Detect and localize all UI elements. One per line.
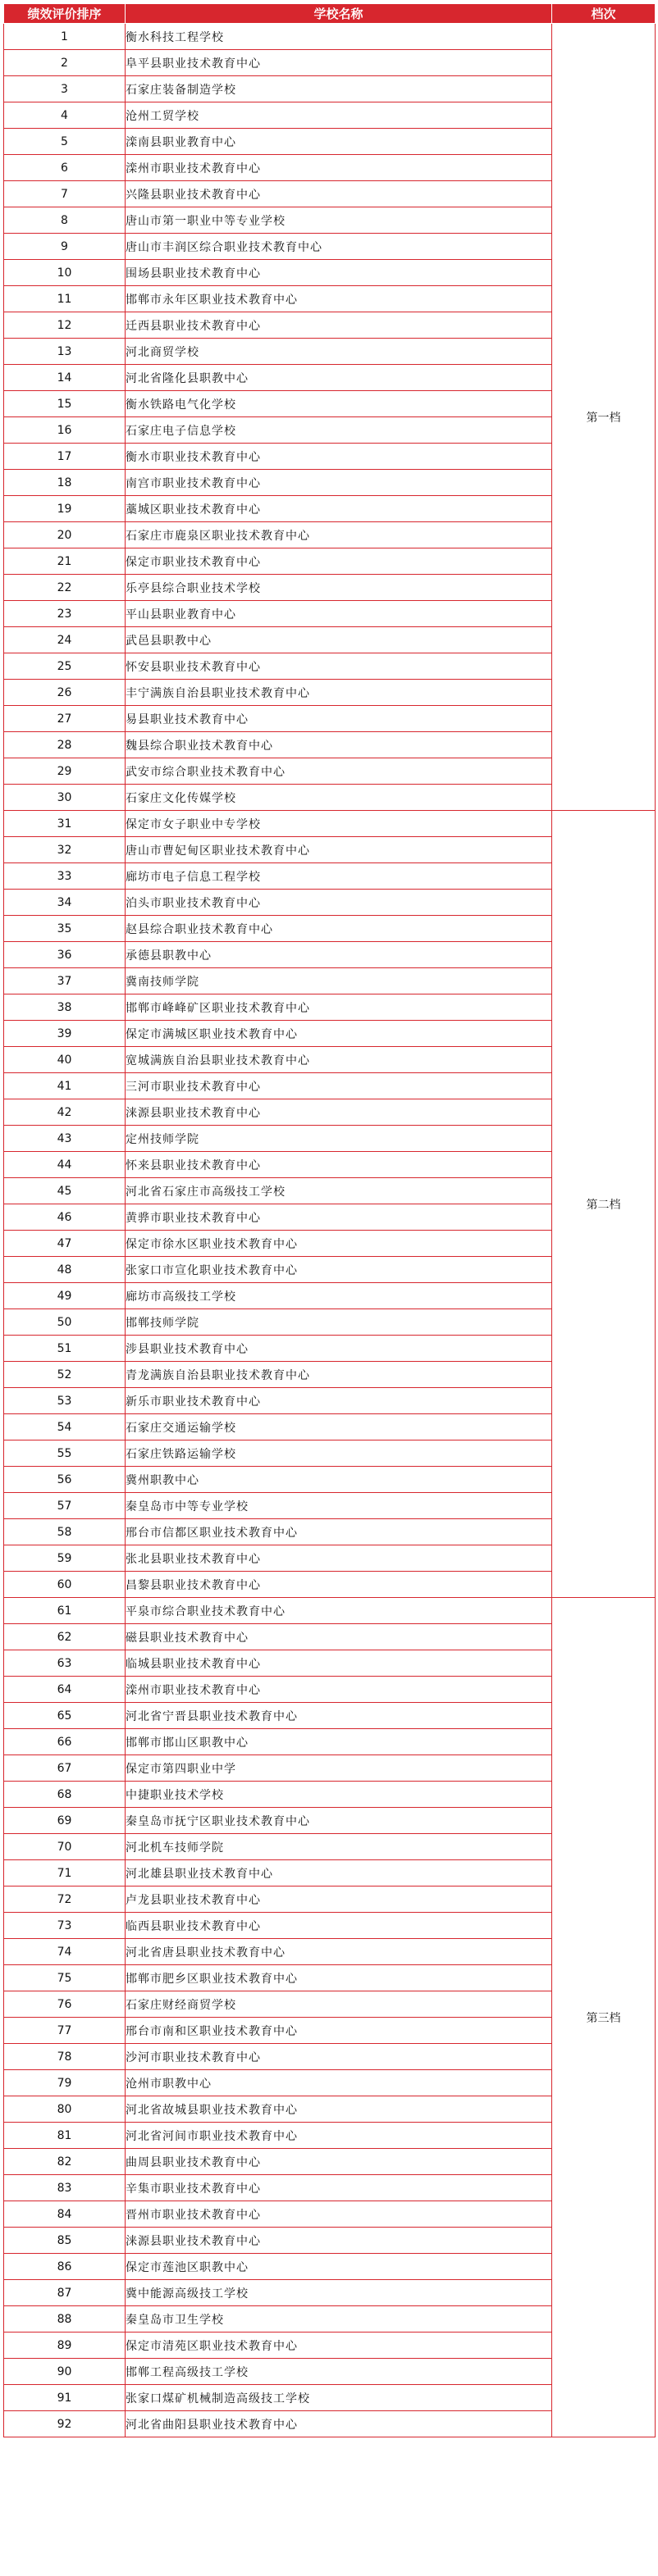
rank-cell: 88	[4, 2306, 126, 2333]
rank-cell: 12	[4, 312, 126, 339]
rank-cell: 21	[4, 548, 126, 575]
rank-cell: 73	[4, 1913, 126, 1939]
rank-cell: 34	[4, 890, 126, 916]
school-name-cell: 涞源县职业技术教育中心	[126, 2228, 552, 2254]
school-name-cell: 河北机车技师学院	[126, 1834, 552, 1860]
rank-cell: 64	[4, 1677, 126, 1703]
school-name-cell: 南宫市职业技术教育中心	[126, 470, 552, 496]
school-name-cell: 乐亭县综合职业技术学校	[126, 575, 552, 601]
school-name-cell: 易县职业技术教育中心	[126, 706, 552, 732]
school-name-cell: 临城县职业技术教育中心	[126, 1650, 552, 1677]
rank-cell: 63	[4, 1650, 126, 1677]
rank-cell: 24	[4, 627, 126, 653]
school-name-cell: 滦南县职业教育中心	[126, 129, 552, 155]
header-rank: 绩效评价排序	[4, 4, 126, 24]
rank-cell: 87	[4, 2280, 126, 2306]
rank-cell: 8	[4, 207, 126, 234]
rank-cell: 39	[4, 1021, 126, 1047]
header-tier: 档次	[552, 4, 656, 24]
school-name-cell: 邢台市信都区职业技术教育中心	[126, 1519, 552, 1545]
school-name-cell: 冀南技师学院	[126, 968, 552, 994]
rank-cell: 59	[4, 1545, 126, 1572]
rank-cell: 33	[4, 863, 126, 890]
rank-cell: 72	[4, 1886, 126, 1913]
rank-cell: 78	[4, 2044, 126, 2070]
rank-cell: 80	[4, 2096, 126, 2123]
school-name-cell: 石家庄文化传媒学校	[126, 785, 552, 811]
school-name-cell: 中捷职业技术学校	[126, 1782, 552, 1808]
rank-cell: 58	[4, 1519, 126, 1545]
school-name-cell: 廊坊市电子信息工程学校	[126, 863, 552, 890]
rank-cell: 32	[4, 837, 126, 863]
tier-cell: 第三档	[552, 1598, 656, 2437]
school-name-cell: 唐山市曹妃甸区职业技术教育中心	[126, 837, 552, 863]
school-name-cell: 宽城满族自治县职业技术教育中心	[126, 1047, 552, 1073]
rank-cell: 56	[4, 1467, 126, 1493]
school-name-cell: 滦州市职业技术教育中心	[126, 155, 552, 181]
school-name-cell: 怀安县职业技术教育中心	[126, 653, 552, 680]
school-name-cell: 邯郸工程高级技工学校	[126, 2359, 552, 2385]
rank-cell: 9	[4, 234, 126, 260]
rank-cell: 68	[4, 1782, 126, 1808]
rank-cell: 61	[4, 1598, 126, 1624]
ranking-table	[3, 3, 656, 2437]
rank-cell: 67	[4, 1755, 126, 1782]
rank-cell: 92	[4, 2411, 126, 2437]
rank-cell: 82	[4, 2149, 126, 2175]
rank-cell: 23	[4, 601, 126, 627]
rank-cell: 71	[4, 1860, 126, 1886]
school-name-cell: 武邑县职教中心	[126, 627, 552, 653]
school-name-cell: 石家庄铁路运输学校	[126, 1440, 552, 1467]
school-name-cell: 晋州市职业技术教育中心	[126, 2201, 552, 2228]
school-name-cell: 衡水铁路电气化学校	[126, 391, 552, 417]
school-name-cell: 迁西县职业技术教育中心	[126, 312, 552, 339]
school-name-cell: 沙河市职业技术教育中心	[126, 2044, 552, 2070]
school-name-cell: 唐山市第一职业中等专业学校	[126, 207, 552, 234]
rank-cell: 15	[4, 391, 126, 417]
rank-cell: 6	[4, 155, 126, 181]
rank-cell: 57	[4, 1493, 126, 1519]
school-name-cell: 河北省隆化县职教中心	[126, 365, 552, 391]
school-name-cell: 冀中能源高级技工学校	[126, 2280, 552, 2306]
rank-cell: 26	[4, 680, 126, 706]
school-name-cell: 秦皇岛市卫生学校	[126, 2306, 552, 2333]
table-body	[4, 24, 656, 2437]
rank-cell: 10	[4, 260, 126, 286]
school-name-cell: 黄骅市职业技术教育中心	[126, 1204, 552, 1231]
rank-cell: 85	[4, 2228, 126, 2254]
school-name-cell: 平泉市综合职业技术教育中心	[126, 1598, 552, 1624]
school-name-cell: 阜平县职业技术教育中心	[126, 50, 552, 76]
school-name-cell: 衡水科技工程学校	[126, 24, 552, 50]
rank-cell: 42	[4, 1099, 126, 1126]
rank-cell: 52	[4, 1362, 126, 1388]
school-name-cell: 平山县职业教育中心	[126, 601, 552, 627]
school-name-cell: 藁城区职业技术教育中心	[126, 496, 552, 522]
rank-cell: 2	[4, 50, 126, 76]
rank-cell: 69	[4, 1808, 126, 1834]
school-name-cell: 新乐市职业技术教育中心	[126, 1388, 552, 1414]
school-name-cell: 保定市莲池区职教中心	[126, 2254, 552, 2280]
school-name-cell: 青龙满族自治县职业技术教育中心	[126, 1362, 552, 1388]
school-name-cell: 石家庄电子信息学校	[126, 417, 552, 444]
school-name-cell: 张北县职业技术教育中心	[126, 1545, 552, 1572]
school-name-cell: 张家口市宣化职业技术教育中心	[126, 1257, 552, 1283]
rank-cell: 11	[4, 286, 126, 312]
rank-cell: 14	[4, 365, 126, 391]
school-name-cell: 邯郸市肥乡区职业技术教育中心	[126, 1965, 552, 1991]
rank-cell: 51	[4, 1336, 126, 1362]
rank-cell: 41	[4, 1073, 126, 1099]
rank-cell: 81	[4, 2123, 126, 2149]
school-name-cell: 保定市女子职业中专学校	[126, 811, 552, 837]
ranking-table-container	[3, 3, 655, 2437]
school-name-cell: 河北商贸学校	[126, 339, 552, 365]
school-name-cell: 泊头市职业技术教育中心	[126, 890, 552, 916]
school-name-cell: 秦皇岛市抚宁区职业技术教育中心	[126, 1808, 552, 1834]
rank-cell: 60	[4, 1572, 126, 1598]
table-row	[4, 24, 656, 50]
school-name-cell: 河北省河间市职业技术教育中心	[126, 2123, 552, 2149]
rank-cell: 84	[4, 2201, 126, 2228]
rank-cell: 29	[4, 758, 126, 785]
rank-cell: 50	[4, 1309, 126, 1336]
rank-cell: 40	[4, 1047, 126, 1073]
rank-cell: 83	[4, 2175, 126, 2201]
school-name-cell: 辛集市职业技术教育中心	[126, 2175, 552, 2201]
rank-cell: 70	[4, 1834, 126, 1860]
rank-cell: 76	[4, 1991, 126, 2018]
rank-cell: 54	[4, 1414, 126, 1440]
rank-cell: 43	[4, 1126, 126, 1152]
rank-cell: 86	[4, 2254, 126, 2280]
school-name-cell: 石家庄交通运输学校	[126, 1414, 552, 1440]
rank-cell: 49	[4, 1283, 126, 1309]
school-name-cell: 唐山市丰润区综合职业技术教育中心	[126, 234, 552, 260]
rank-cell: 27	[4, 706, 126, 732]
school-name-cell: 磁县职业技术教育中心	[126, 1624, 552, 1650]
school-name-cell: 围场县职业技术教育中心	[126, 260, 552, 286]
school-name-cell: 怀来县职业技术教育中心	[126, 1152, 552, 1178]
school-name-cell: 张家口煤矿机械制造高级技工学校	[126, 2385, 552, 2411]
school-name-cell: 秦皇岛市中等专业学校	[126, 1493, 552, 1519]
rank-cell: 31	[4, 811, 126, 837]
school-name-cell: 涉县职业技术教育中心	[126, 1336, 552, 1362]
school-name-cell: 邢台市南和区职业技术教育中心	[126, 2018, 552, 2044]
rank-cell: 38	[4, 994, 126, 1021]
rank-cell: 28	[4, 732, 126, 758]
header-school-name: 学校名称	[126, 4, 552, 24]
school-name-cell: 河北省曲阳县职业技术教育中心	[126, 2411, 552, 2437]
rank-cell: 1	[4, 24, 126, 50]
school-name-cell: 石家庄装备制造学校	[126, 76, 552, 102]
school-name-cell: 涞源县职业技术教育中心	[126, 1099, 552, 1126]
rank-cell: 79	[4, 2070, 126, 2096]
rank-cell: 55	[4, 1440, 126, 1467]
rank-cell: 77	[4, 2018, 126, 2044]
rank-cell: 74	[4, 1939, 126, 1965]
rank-cell: 47	[4, 1231, 126, 1257]
school-name-cell: 保定市满城区职业技术教育中心	[126, 1021, 552, 1047]
rank-cell: 3	[4, 76, 126, 102]
school-name-cell: 邯郸技师学院	[126, 1309, 552, 1336]
school-name-cell: 河北省石家庄市高级技工学校	[126, 1178, 552, 1204]
rank-cell: 22	[4, 575, 126, 601]
school-name-cell: 承德县职教中心	[126, 942, 552, 968]
rank-cell: 37	[4, 968, 126, 994]
school-name-cell: 赵县综合职业技术教育中心	[126, 916, 552, 942]
school-name-cell: 保定市徐水区职业技术教育中心	[126, 1231, 552, 1257]
rank-cell: 20	[4, 522, 126, 548]
rank-cell: 25	[4, 653, 126, 680]
school-name-cell: 邯郸市峰峰矿区职业技术教育中心	[126, 994, 552, 1021]
school-name-cell: 河北省故城县职业技术教育中心	[126, 2096, 552, 2123]
rank-cell: 18	[4, 470, 126, 496]
rank-cell: 45	[4, 1178, 126, 1204]
tier-cell: 第一档	[552, 24, 656, 811]
table-row	[4, 1598, 656, 1624]
rank-cell: 5	[4, 129, 126, 155]
rank-cell: 46	[4, 1204, 126, 1231]
rank-cell: 48	[4, 1257, 126, 1283]
school-name-cell: 曲周县职业技术教育中心	[126, 2149, 552, 2175]
school-name-cell: 兴隆县职业技术教育中心	[126, 181, 552, 207]
school-name-cell: 河北雄县职业技术教育中心	[126, 1860, 552, 1886]
school-name-cell: 魏县综合职业技术教育中心	[126, 732, 552, 758]
school-name-cell: 沧州市职教中心	[126, 2070, 552, 2096]
school-name-cell: 石家庄财经商贸学校	[126, 1991, 552, 2018]
school-name-cell: 沧州工贸学校	[126, 102, 552, 129]
header-row	[4, 4, 656, 24]
school-name-cell: 河北省宁晋县职业技术教育中心	[126, 1703, 552, 1729]
rank-cell: 17	[4, 444, 126, 470]
rank-cell: 35	[4, 916, 126, 942]
rank-cell: 65	[4, 1703, 126, 1729]
table-row	[4, 811, 656, 837]
school-name-cell: 石家庄市鹿泉区职业技术教育中心	[126, 522, 552, 548]
tier-cell: 第二档	[552, 811, 656, 1598]
school-name-cell: 三河市职业技术教育中心	[126, 1073, 552, 1099]
school-name-cell: 保定市职业技术教育中心	[126, 548, 552, 575]
school-name-cell: 河北省唐县职业技术教育中心	[126, 1939, 552, 1965]
school-name-cell: 丰宁满族自治县职业技术教育中心	[126, 680, 552, 706]
school-name-cell: 定州技师学院	[126, 1126, 552, 1152]
rank-cell: 4	[4, 102, 126, 129]
school-name-cell: 保定市清苑区职业技术教育中心	[126, 2333, 552, 2359]
rank-cell: 75	[4, 1965, 126, 1991]
school-name-cell: 临西县职业技术教育中心	[126, 1913, 552, 1939]
rank-cell: 66	[4, 1729, 126, 1755]
rank-cell: 91	[4, 2385, 126, 2411]
rank-cell: 19	[4, 496, 126, 522]
school-name-cell: 廊坊市高级技工学校	[126, 1283, 552, 1309]
school-name-cell: 昌黎县职业技术教育中心	[126, 1572, 552, 1598]
rank-cell: 89	[4, 2333, 126, 2359]
school-name-cell: 卢龙县职业技术教育中心	[126, 1886, 552, 1913]
rank-cell: 44	[4, 1152, 126, 1178]
rank-cell: 53	[4, 1388, 126, 1414]
school-name-cell: 滦州市职业技术教育中心	[126, 1677, 552, 1703]
school-name-cell: 冀州职教中心	[126, 1467, 552, 1493]
school-name-cell: 保定市第四职业中学	[126, 1755, 552, 1782]
rank-cell: 7	[4, 181, 126, 207]
rank-cell: 30	[4, 785, 126, 811]
school-name-cell: 衡水市职业技术教育中心	[126, 444, 552, 470]
school-name-cell: 邯郸市永年区职业技术教育中心	[126, 286, 552, 312]
rank-cell: 90	[4, 2359, 126, 2385]
school-name-cell: 武安市综合职业技术教育中心	[126, 758, 552, 785]
rank-cell: 13	[4, 339, 126, 365]
rank-cell: 62	[4, 1624, 126, 1650]
rank-cell: 36	[4, 942, 126, 968]
rank-cell: 16	[4, 417, 126, 444]
school-name-cell: 邯郸市邯山区职教中心	[126, 1729, 552, 1755]
